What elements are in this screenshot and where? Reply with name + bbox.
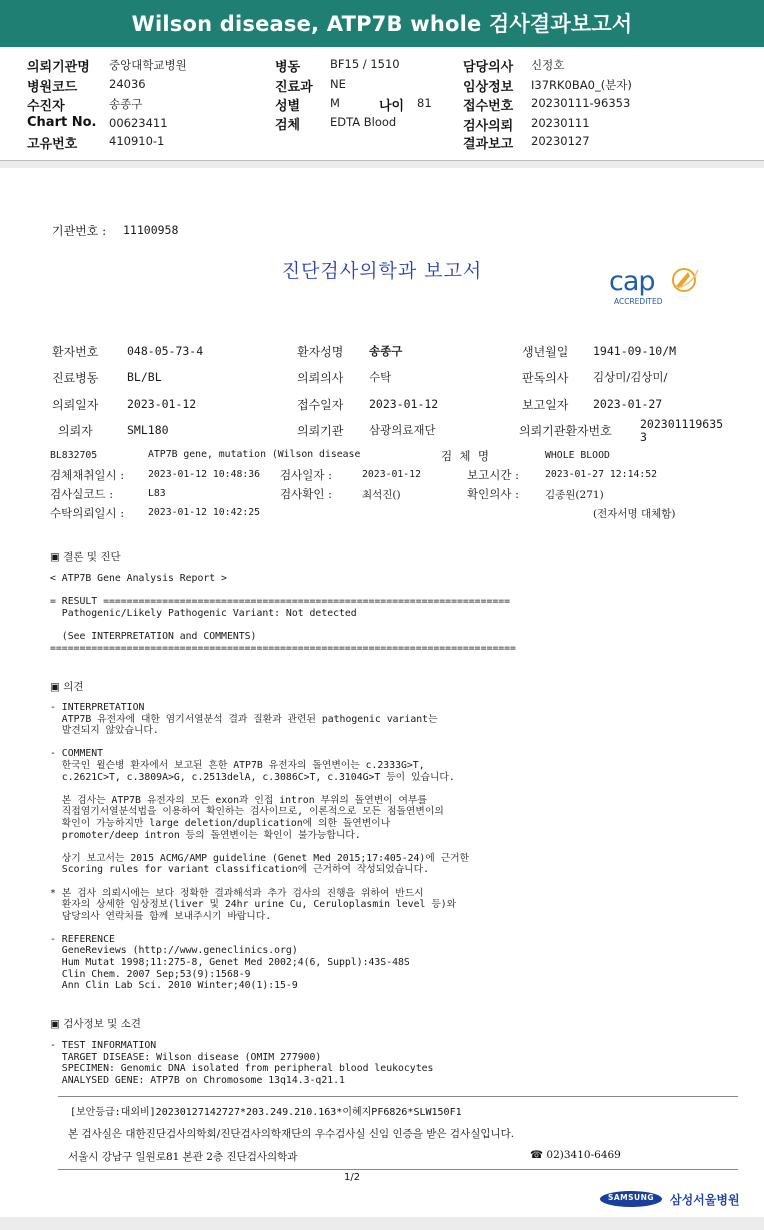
lab-phone: ☎ 02)3410-6469 bbox=[530, 1149, 621, 1161]
specimen-name-value: WHOLE BLOOD bbox=[545, 450, 610, 461]
lab-address: 서울시 강남구 일원로81 본관 2층 진단검사의학과 bbox=[68, 1151, 298, 1163]
value-request-date: 20230111 bbox=[531, 116, 590, 130]
value-confirm-doctor: 김종원(271) bbox=[545, 489, 604, 501]
value-ward: BF15 / 1510 bbox=[330, 57, 400, 71]
test-code: BL832705 bbox=[50, 450, 98, 461]
label-ward: 병동 bbox=[275, 60, 301, 75]
label-institution: 의뢰기관명 bbox=[27, 60, 90, 75]
section-test-info-title: ▣ 검사정보 및 소견 bbox=[50, 1018, 141, 1030]
hospital-name: 삼성서울병원 bbox=[670, 1193, 740, 1207]
value-reading-doctor: 김상미/김상미/ bbox=[593, 370, 668, 384]
value-ward: BL/BL bbox=[127, 370, 162, 384]
page-indicator: 1/2 bbox=[344, 1172, 361, 1183]
label-doctor: 담당의사 bbox=[463, 60, 514, 75]
value-test-confirm: 최석진() bbox=[362, 489, 401, 501]
label-requesting-doctor: 의뢰의사 bbox=[297, 371, 344, 385]
value-patient-no: 048-05-73-4 bbox=[127, 344, 204, 358]
value-receipt-no: 20230111-96353 bbox=[531, 96, 631, 110]
specimen-name-label: 검 체 명 bbox=[441, 449, 489, 463]
label-collection-time: 검체채취일시 : bbox=[50, 468, 125, 482]
test-info-text: - TEST INFORMATION TARGET DISEASE: Wilson disease (OMIM 277900) SPECIMEN: Genomic DNA isolated from peripheral blood leukocytes ANALYSED GENE: ATP7B on Chromosome 13q14.3-q21.1 bbox=[50, 1040, 434, 1086]
label-test-date: 검사일자 : bbox=[280, 468, 332, 482]
label-chart-no: Chart No. bbox=[27, 115, 97, 130]
value-doctor: 신정호 bbox=[531, 58, 565, 72]
value-report-date: 2023-01-27 bbox=[593, 397, 663, 411]
label-clinical-info: 임상정보 bbox=[463, 80, 514, 95]
value-department: NE bbox=[330, 77, 346, 91]
label-confirm-doctor: 확인의사 : bbox=[467, 487, 519, 501]
conclusion-body bbox=[50, 573, 516, 654]
label-sex: 성별 bbox=[275, 99, 301, 114]
value-request-date: 2023-01-12 bbox=[127, 397, 197, 411]
label-lab-code: 검사실코드 : bbox=[50, 487, 114, 501]
electronic-signature-note: (전자서명 대체함) bbox=[593, 508, 676, 520]
value-institution: 중앙대학교병원 bbox=[109, 58, 187, 72]
label-birth-date: 생년월일 bbox=[522, 345, 569, 359]
value-institution-patient-no-cont: 3 bbox=[640, 430, 647, 444]
cap-accredited-text: ACCREDITED bbox=[614, 297, 663, 306]
value-receipt-date: 2023-01-12 bbox=[369, 397, 439, 411]
label-receipt-no: 접수번호 bbox=[463, 99, 514, 114]
test-info-body bbox=[50, 1040, 433, 1086]
value-lab-code: L83 bbox=[148, 488, 166, 499]
label-patient: 수진자 bbox=[27, 99, 65, 114]
label-hospital-code: 병원코드 bbox=[27, 80, 78, 95]
label-institution-patient-no: 의뢰기관환자번호 bbox=[519, 424, 612, 438]
label-requester: 의뢰자 bbox=[58, 424, 93, 438]
certification-line: 본 검사실은 대한진단검사의학회/진단검사의학재단의 우수검사실 신임 인증을 받은 검사실입니다. bbox=[68, 1128, 515, 1140]
value-requesting-doctor: 수탁 bbox=[369, 370, 392, 384]
value-report-time: 2023-01-27 12:14:52 bbox=[545, 469, 658, 480]
value-institution-patient-no: 202301119635 bbox=[640, 417, 724, 431]
value-chart-no: 00623411 bbox=[109, 116, 168, 130]
label-report-time: 보고시간 : bbox=[467, 468, 519, 482]
value-requesting-institution: 삼광의료재단 bbox=[369, 423, 436, 437]
institution-no: 11100958 bbox=[123, 223, 179, 237]
value-result-date: 20230127 bbox=[531, 134, 590, 148]
page-gap-top bbox=[0, 161, 764, 168]
value-birth-date: 1941-09-10/M bbox=[593, 344, 677, 358]
value-hospital-code: 24036 bbox=[109, 77, 146, 91]
report-banner-title: Wilson disease, ATP7B whole 검사결과보고서 bbox=[0, 0, 764, 47]
label-receipt-date: 접수일자 bbox=[297, 398, 344, 412]
label-report-date: 보고일자 bbox=[522, 398, 569, 412]
label-result-date: 결과보고 bbox=[463, 137, 514, 152]
opinion-body bbox=[50, 702, 469, 992]
page-gap-bottom bbox=[0, 1217, 764, 1230]
label-request-date: 검사의뢰 bbox=[463, 119, 514, 134]
cap-logo-text: cap bbox=[609, 266, 655, 297]
value-clinical-info: I37RK0BA0_(분자) bbox=[531, 78, 632, 92]
section-opinion-title: ▣ 의견 bbox=[50, 681, 84, 693]
value-collection-time: 2023-01-12 10:48:36 bbox=[148, 469, 261, 480]
label-request-date: 의뢰일자 bbox=[52, 398, 99, 412]
conclusion-text: < ATP7B Gene Analysis Report > = RESULT ===================================================================== Pathogenic/Likely Pathogenic Variant: Not detected (See INTERPRETATION and COMMENTS) =============================================================================== bbox=[50, 573, 516, 654]
cap-accredited-logo bbox=[606, 264, 702, 310]
value-patient-name: 송종구 bbox=[369, 344, 403, 358]
samsung-text: SAMSUNG bbox=[607, 1193, 655, 1202]
label-patient-no: 환자번호 bbox=[52, 345, 99, 359]
label-consign-time: 수탁의뢰일시 : bbox=[50, 506, 125, 520]
value-unique-no: 410910-1 bbox=[109, 134, 165, 148]
section-conclusion-title: ▣ 결론 및 진단 bbox=[50, 551, 121, 563]
security-line: [보안등급:대외비]20230127142727*203.249.210.163*이혜지PF6826*SLW150F1 bbox=[70, 1107, 462, 1118]
value-consign-time: 2023-01-12 10:42:25 bbox=[148, 507, 261, 518]
opinion-text: - INTERPRETATION ATP7B 유전자에 대한 염기서열분석 결과 질환과 관련된 pathogenic variant는 발견되지 않았습니다. - COMMENT 한국인 윌슨병 환자에서 보고된 흔한 ATP7B 유전자의 돌연변이는 c.2333G>T, c.2621C>T, c.3809A>G, c.2513delA, c.3086C>T, c.3104G>T 등이 있습니다. 본 검사는 ATP7B 유전자의 모든 exon과 인접 intron 부위의 돌연변이 여부를 직접염기서열분석법을 이용하여 확인하는 검사이므로, 이론적으로 모든 점돌연변이의 확인이 가능하지만 large deletion/duplication에 의한 돌연변이나 promoter/deep intron 등의 돌연변이는 확인이 불가능합니다. 상기 보고서는 2015 ACMG/AMP guideline (Genet Med 2015;17:405-24)에 근거한 Scoring rules for variant classification에 근거하여 작성되었습니다. * 본 검사 의뢰시에는 보다 정확한 결과해석과 추가 검사의 진행을 위하여 반드시 환자의 상세한 임상정보(liver 및 24hr urine Cu, Ceruloplasmin level 등)와 담당의사 연락처를 함께 보내주시기 바랍니다. - REFERENCE GeneReviews (http://www.geneclinics.org) Hum Mutat 1998;11:275-8, Genet Med 2002;4(6, Suppl):43S-48S Clin Chem. 2007 Sep;53(9):1568-9 Ann Clin Lab Sci. 2010 Winter;40(1):15-9 bbox=[50, 702, 470, 992]
institution-no-label: 기관번호 : bbox=[52, 224, 107, 238]
value-specimen: EDTA Blood bbox=[330, 115, 397, 129]
report-title: 진단검사의학과 보고서 bbox=[281, 260, 483, 282]
label-patient-name: 환자성명 bbox=[297, 345, 344, 359]
test-name: ATP7B gene, mutation (Wilson disease bbox=[148, 449, 361, 460]
value-age: 81 bbox=[417, 96, 432, 110]
label-test-confirm: 검사확인 : bbox=[280, 487, 332, 501]
label-ward: 진료병동 bbox=[52, 371, 99, 385]
label-unique-no: 고유번호 bbox=[27, 137, 78, 152]
label-age: 나이 bbox=[379, 99, 405, 114]
value-test-date: 2023-01-12 bbox=[362, 469, 421, 480]
value-patient: 송종구 bbox=[109, 97, 143, 111]
value-sex: M bbox=[330, 96, 340, 110]
value-requester: SML180 bbox=[127, 423, 169, 437]
label-specimen: 검체 bbox=[275, 118, 301, 133]
label-department: 진료과 bbox=[275, 80, 313, 95]
label-requesting-institution: 의뢰기관 bbox=[297, 424, 344, 438]
samsung-hospital-logo bbox=[600, 1190, 740, 1210]
label-reading-doctor: 판독의사 bbox=[522, 371, 569, 385]
